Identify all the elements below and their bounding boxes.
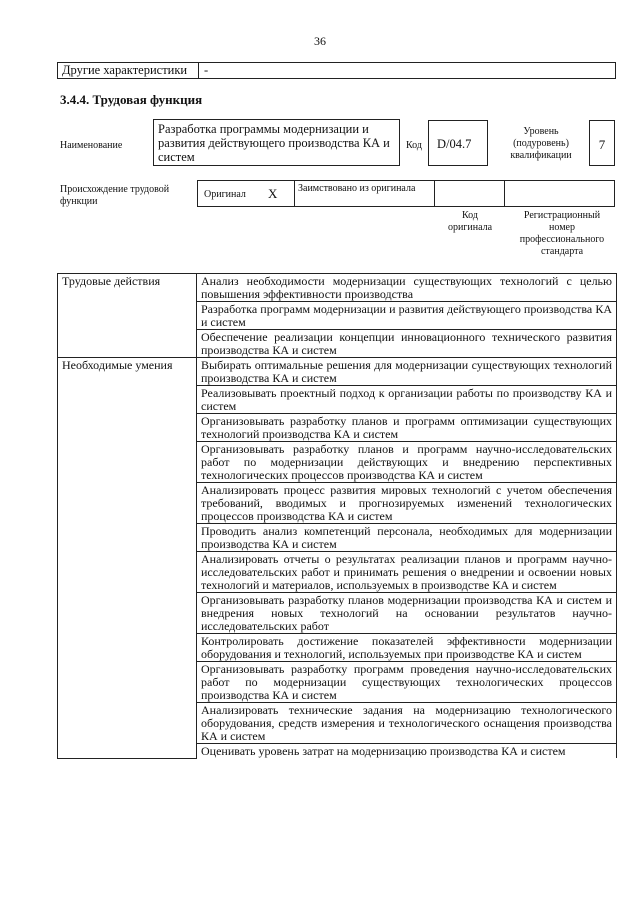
other-characteristics-label: Другие характеристики <box>62 63 188 77</box>
skill-item: Контролировать достижение показателей эффективности модернизации оборудования и технологий, используемых при производстве КА и систем <box>197 634 617 662</box>
table-row <box>58 358 617 386</box>
qualification-level: 7 <box>589 120 615 166</box>
original-mark: X <box>268 186 278 201</box>
skill-item: Выбирать оптимальные решения для модернизации существующих технологий производства КА и систем <box>197 358 617 386</box>
function-name: Разработка программы модернизации и развития действующего производства КА и систем <box>153 119 400 166</box>
origin-borrowed-cell <box>294 181 435 206</box>
skill-item: Анализировать процесс развития мировых технологий с учетом обеспечения требований, вводимых и прогнозируемых изменений технологических процессов производства КА и систем <box>197 483 617 524</box>
origin-original-cell <box>198 181 295 206</box>
origin-code-cell <box>434 181 505 206</box>
name-label: Наименование <box>60 140 123 151</box>
page-number: 36 <box>314 34 326 48</box>
origin-table <box>197 180 615 207</box>
other-characteristics-row <box>57 62 616 79</box>
level-label: Уровень (подуровень) квалификации <box>510 126 572 161</box>
section-title: 3.4.4. Трудовая функция <box>60 92 203 107</box>
function-details-table <box>57 273 617 759</box>
labor-action-item: Анализ необходимости модернизации существующих технологий с целью повышения эффективности производства <box>197 274 617 302</box>
origin-label: Происхождение трудовой функции <box>60 184 170 207</box>
borrowed-label: Заимствовано из оригинала <box>298 183 416 194</box>
table-row <box>58 274 617 302</box>
origin-registration-cell <box>504 181 614 206</box>
labor-actions-label: Трудовые действия <box>58 274 197 358</box>
skill-item: Организовывать разработку планов модернизации производства КА и систем и внедрения новых технологий на основании результатов научно-исследовательских работ <box>197 593 617 634</box>
labor-action-item: Разработка программ модернизации и развития действующего производства КА и систем <box>197 302 617 330</box>
skill-item: Проводить анализ компетенций персонала, необходимых для модернизации производства КА и систем <box>197 524 617 552</box>
skill-item: Организовывать разработку программ проведения научно-исследовательских работ по модернизации существующих технологических процессов производства КА и систем <box>197 662 617 703</box>
labor-action-item: Обеспечение реализации концепции инновационного технического развития производства КА и систем <box>197 330 617 358</box>
function-code: D/04.7 <box>428 120 488 166</box>
registration-number-label: Регистрационный номер профессионального стандарта <box>519 210 605 257</box>
skill-item: Реализовывать проектный подход к организации работы по производству КА и систем <box>197 386 617 414</box>
original-code-label: Код оригинала <box>447 210 493 233</box>
skill-item: Анализировать технические задания на модернизацию технологического оборудования, средств измерения и технологического оснащения производства КА и систем <box>197 703 617 744</box>
skill-item: Организовывать разработку планов и программ оптимизации существующих технологий производства КА и систем <box>197 414 617 442</box>
skills-label: Необходимые умения <box>58 358 197 759</box>
original-label: Оригинал <box>204 189 246 200</box>
skill-item: Организовывать разработку планов и программ научно-исследовательских работ по модернизации действующих и внедрению перспективных технологических процессов производства КА и систем <box>197 442 617 483</box>
other-characteristics-value: - <box>204 63 209 77</box>
skill-item: Оценивать уровень затрат на модернизацию производства КА и систем <box>197 744 617 759</box>
skill-item: Анализировать отчеты о результатах реализации планов и программ научно-исследовательских работ и принимать решения о внедрении и освоении новых технологий и материалов, используемых в производстве КА и систем <box>197 552 617 593</box>
code-label: Код <box>406 140 422 151</box>
